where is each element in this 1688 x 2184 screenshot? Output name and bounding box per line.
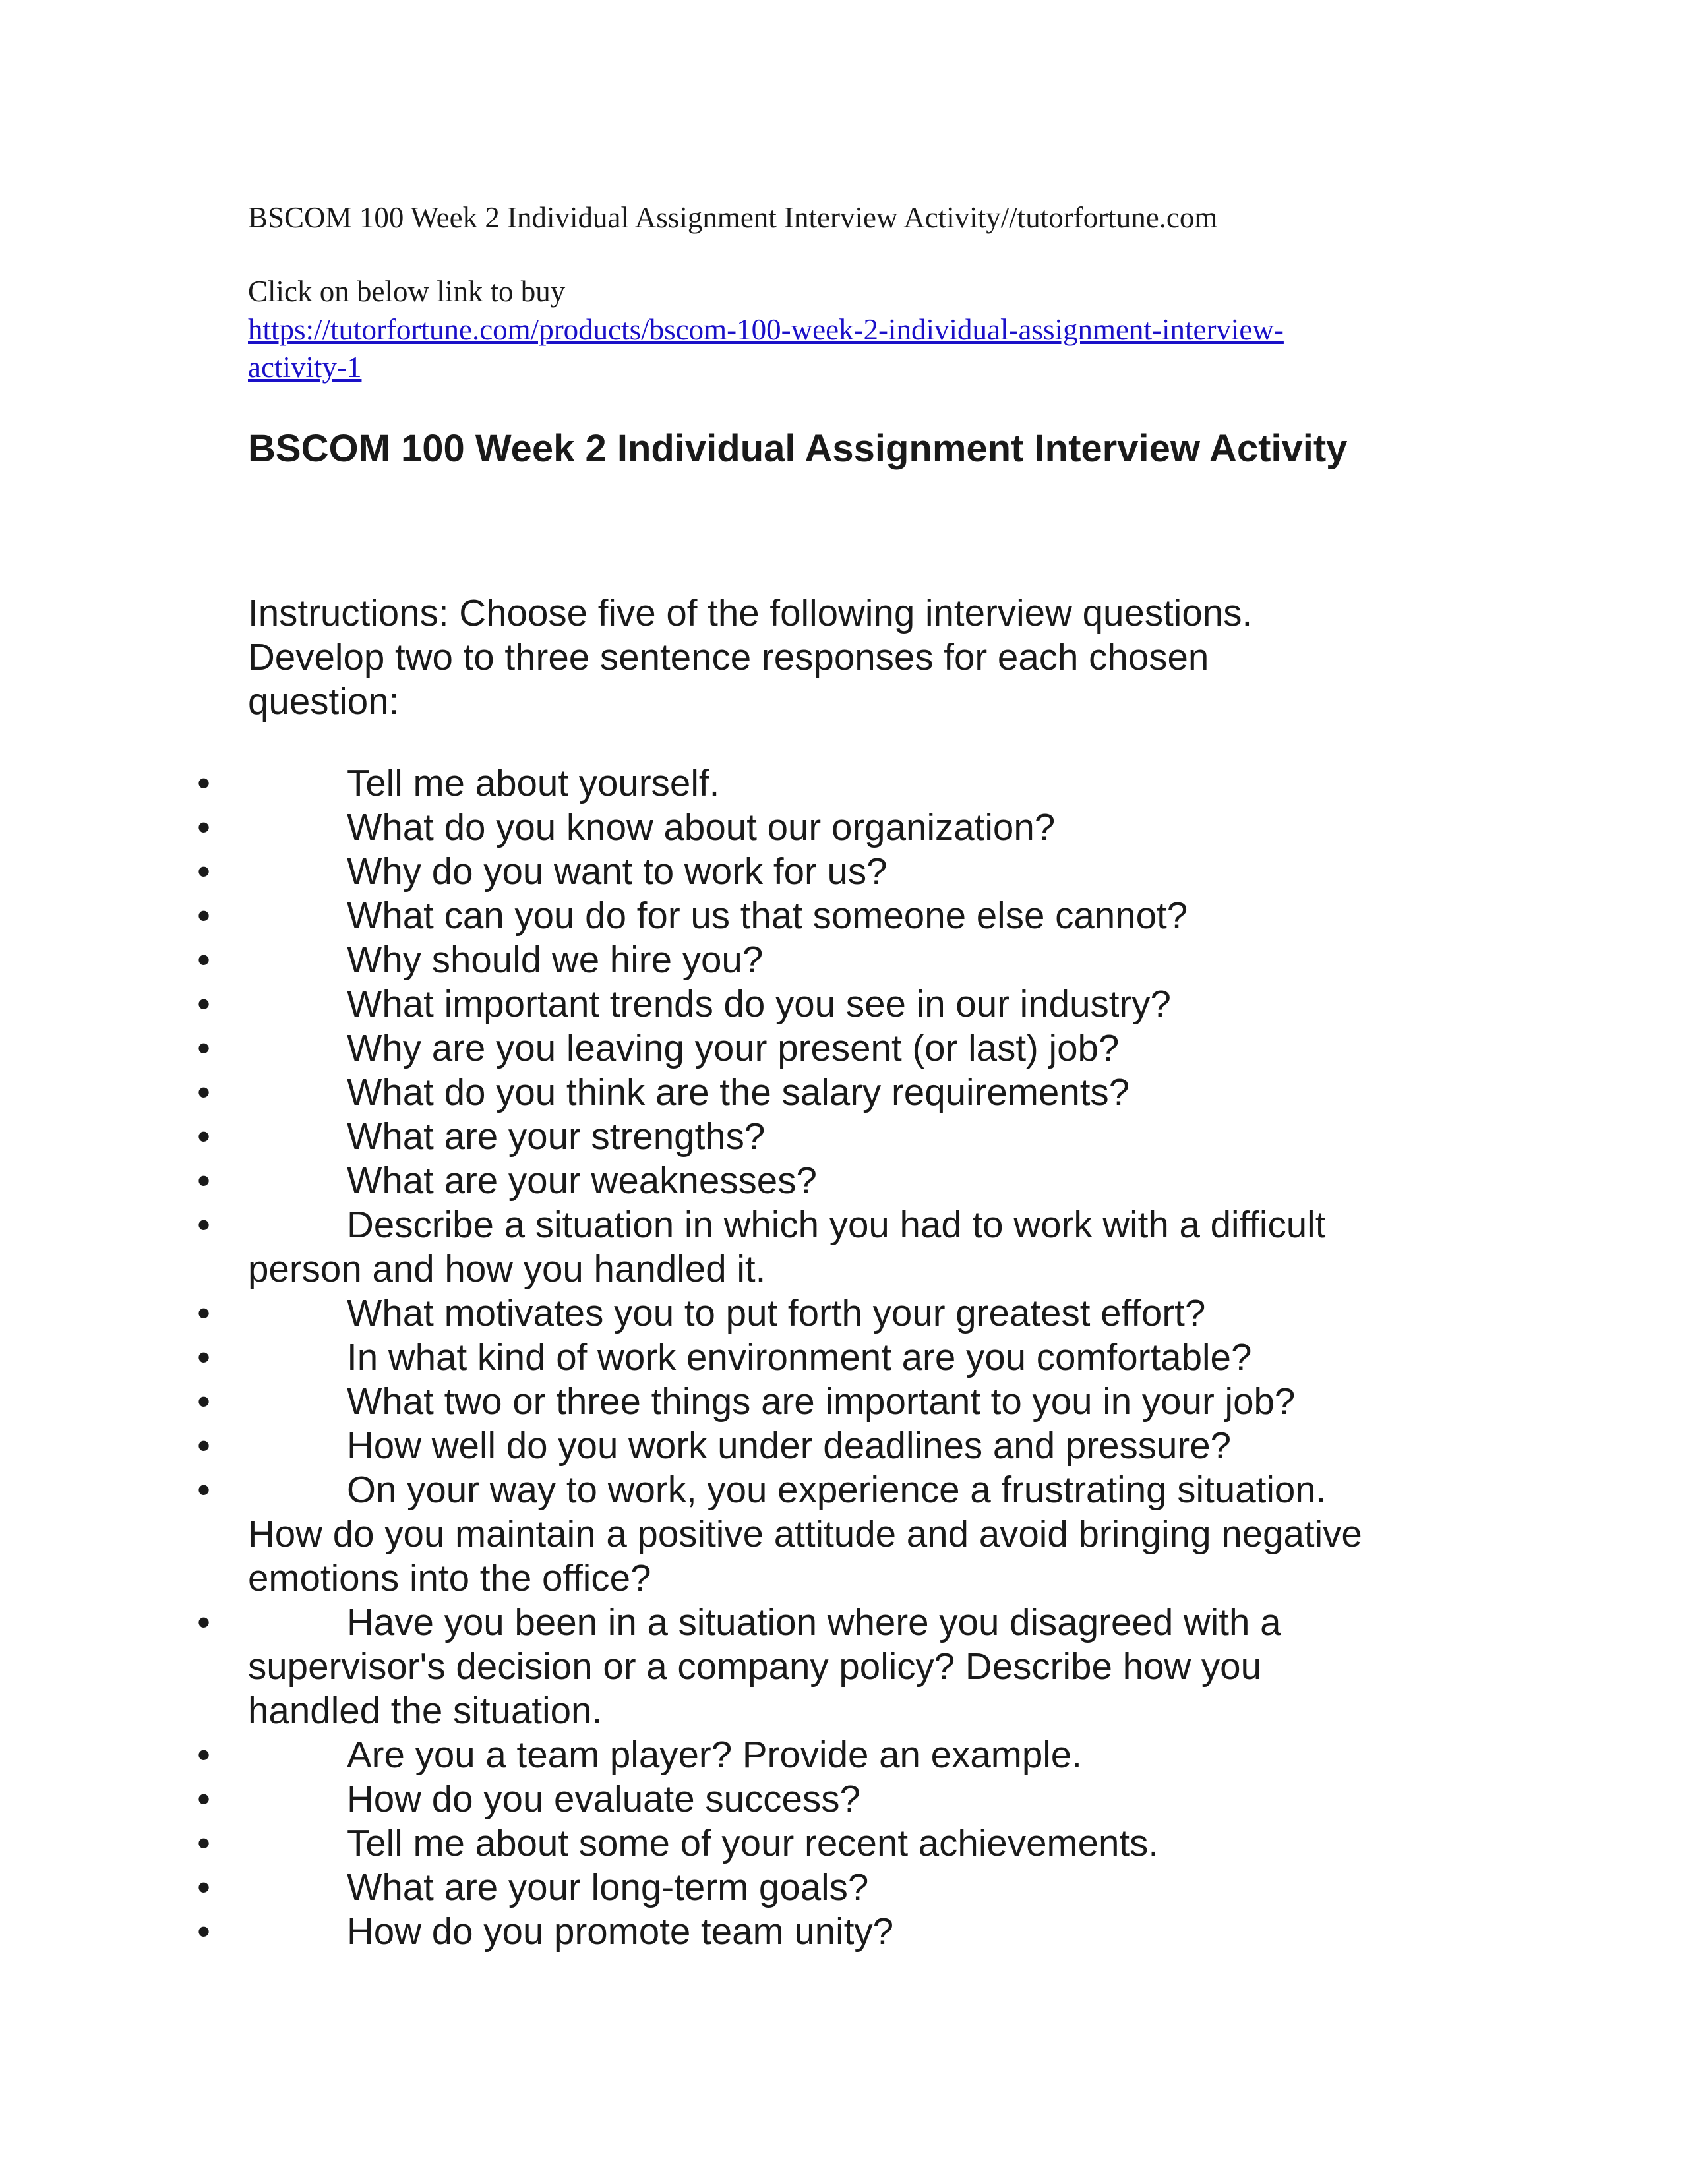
question-line: What motivates you to put forth your greatest effort?	[347, 1292, 1206, 1334]
bullet-icon: •	[197, 895, 210, 936]
question-line: What are your weaknesses?	[347, 1160, 817, 1201]
instructions-paragraph	[248, 591, 1435, 723]
question-item	[0, 1070, 1688, 1114]
question-text	[248, 937, 1435, 982]
question-item	[0, 893, 1688, 937]
question-line: In what kind of work environment are you comfortable?	[347, 1336, 1252, 1378]
question-text	[248, 1777, 1435, 1821]
bullet-icon: •	[197, 806, 210, 848]
question-text	[248, 893, 1435, 937]
bullet-icon: •	[197, 1469, 210, 1510]
question-item	[0, 1158, 1688, 1202]
question-line: Describe a situation in which you had to work with a difficult	[347, 1204, 1326, 1245]
bullet-icon: •	[197, 1336, 210, 1378]
bullet-icon: •	[197, 1425, 210, 1466]
question-item	[0, 1600, 1688, 1732]
bullet-icon: •	[197, 850, 210, 892]
bullet-icon: •	[197, 1292, 210, 1334]
question-text	[248, 1202, 1435, 1291]
bullet-icon: •	[197, 1071, 210, 1113]
question-item	[0, 1026, 1688, 1070]
question-item	[0, 1379, 1688, 1423]
question-line: handled the situation.	[248, 1690, 603, 1731]
bullet-icon: •	[197, 1778, 210, 1819]
question-line: What important trends do you see in our industry?	[347, 983, 1171, 1024]
bullet-icon: •	[197, 1734, 210, 1775]
instructions-line: question:	[248, 680, 400, 722]
question-line: What two or three things are important to you in your job?	[347, 1380, 1296, 1422]
question-line: Why should we hire you?	[347, 939, 764, 980]
question-item	[0, 1821, 1688, 1865]
question-line: Tell me about yourself.	[347, 762, 720, 804]
product-link-line-2: activity-1	[248, 351, 362, 384]
document-top-title: BSCOM 100 Week 2 Individual Assignment Interview Activity//tutorfortune.com	[248, 201, 1218, 234]
question-line: How do you evaluate success?	[347, 1778, 860, 1819]
question-item	[0, 1291, 1688, 1335]
question-item	[0, 1423, 1688, 1467]
question-line: On your way to work, you experience a frustrating situation.	[347, 1469, 1327, 1510]
question-line: What do you think are the salary requirements?	[347, 1071, 1130, 1113]
question-item	[0, 1114, 1688, 1158]
question-text	[248, 1865, 1435, 1909]
question-item	[0, 761, 1688, 805]
question-item	[0, 805, 1688, 849]
question-text	[248, 982, 1435, 1026]
bullet-icon: •	[197, 1115, 210, 1157]
instructions-line: Develop two to three sentence responses for each chosen	[248, 636, 1209, 678]
buy-prompt: Click on below link to buy	[248, 275, 566, 308]
question-item	[0, 1865, 1688, 1909]
question-line: What are your strengths?	[347, 1115, 766, 1157]
bullet-icon: •	[197, 1380, 210, 1422]
question-line: How well do you work under deadlines and pressure?	[347, 1425, 1232, 1466]
bullet-icon: •	[197, 1601, 210, 1643]
question-text	[248, 1335, 1435, 1379]
question-item	[0, 982, 1688, 1026]
question-text	[248, 1467, 1435, 1600]
product-link[interactable]	[248, 311, 1422, 386]
question-line: Tell me about some of your recent achievements.	[347, 1822, 1159, 1864]
question-text	[248, 1600, 1435, 1732]
question-line: Why are you leaving your present (or last) job?	[347, 1027, 1120, 1069]
document-heading: BSCOM 100 Week 2 Individual Assignment Interview Activity	[248, 427, 1348, 470]
product-link-line-1: https://tutorfortune.com/products/bscom-100-week-2-individual-assignment-interview-	[248, 313, 1284, 346]
bullet-icon: •	[197, 1160, 210, 1201]
bullet-icon: •	[197, 1910, 210, 1952]
interview-questions-list	[0, 761, 1688, 1953]
question-item	[0, 1732, 1688, 1777]
question-line: What can you do for us that someone else cannot?	[347, 895, 1188, 936]
question-line: Why do you want to work for us?	[347, 850, 888, 892]
bullet-icon: •	[197, 1866, 210, 1908]
question-line: person and how you handled it.	[248, 1248, 766, 1289]
question-text	[248, 1821, 1435, 1865]
question-item	[0, 1467, 1688, 1600]
question-item	[0, 937, 1688, 982]
question-text	[248, 1070, 1435, 1114]
bullet-icon: •	[197, 983, 210, 1024]
bullet-icon: •	[197, 762, 210, 804]
question-line: emotions into the office?	[248, 1557, 651, 1599]
question-text	[248, 761, 1435, 805]
question-item	[0, 1909, 1688, 1953]
question-item	[0, 1335, 1688, 1379]
question-line: Are you a team player? Provide an example.	[347, 1734, 1082, 1775]
question-line: How do you promote team unity?	[347, 1910, 894, 1952]
question-line: How do you maintain a positive attitude and avoid bringing negative	[248, 1513, 1362, 1554]
question-line: supervisor's decision or a company policy? Describe how you	[248, 1645, 1262, 1687]
question-text	[248, 1423, 1435, 1467]
question-line: Have you been in a situation where you disagreed with a	[347, 1601, 1281, 1643]
question-text	[248, 805, 1435, 849]
question-text	[248, 849, 1435, 893]
question-line: What are your long-term goals?	[347, 1866, 869, 1908]
question-line: What do you know about our organization?	[347, 806, 1056, 848]
bullet-icon: •	[197, 939, 210, 980]
question-text	[248, 1291, 1435, 1335]
question-text	[248, 1732, 1435, 1777]
question-item	[0, 849, 1688, 893]
question-item	[0, 1777, 1688, 1821]
bullet-icon: •	[197, 1822, 210, 1864]
question-item	[0, 1202, 1688, 1291]
question-text	[248, 1379, 1435, 1423]
question-text	[248, 1158, 1435, 1202]
question-text	[248, 1909, 1435, 1953]
question-text	[248, 1026, 1435, 1070]
question-text	[248, 1114, 1435, 1158]
bullet-icon: •	[197, 1204, 210, 1245]
instructions-line: Instructions: Choose five of the following interview questions.	[248, 592, 1253, 634]
bullet-icon: •	[197, 1027, 210, 1069]
